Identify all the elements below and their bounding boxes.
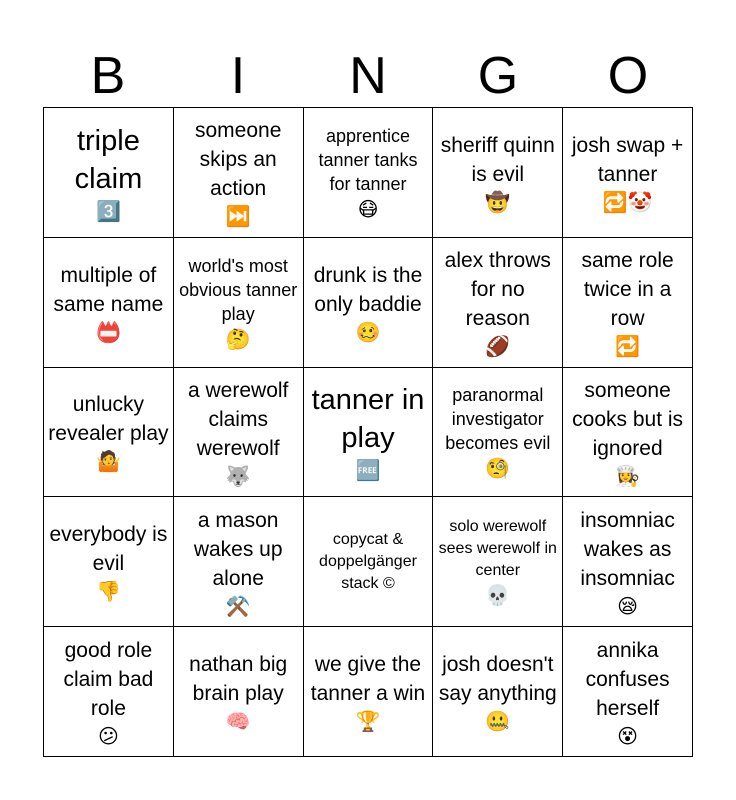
cell-emoji-icon: 🆓: [355, 458, 381, 483]
cell-text: we give the tanner a win: [310, 653, 426, 706]
bingo-cell[interactable]: [174, 238, 304, 368]
bingo-cell[interactable]: [174, 108, 304, 238]
bingo-cell[interactable]: [304, 497, 434, 627]
bingo-cell[interactable]: [433, 627, 563, 757]
cell-text: josh swap + tanner: [571, 133, 684, 186]
cell-text: josh doesn't say anything: [438, 653, 557, 706]
cell-text: tanner in play: [311, 384, 425, 455]
cell-emoji-icon: ⏭️: [225, 204, 251, 229]
cell-text: apprentice tanner tanks for tanner: [318, 125, 418, 194]
cell-text: alex throws for no reason: [444, 249, 551, 331]
cell-emoji-icon: 😷: [357, 196, 379, 221]
bingo-cell[interactable]: [563, 108, 693, 238]
cell-emoji-icon: 🧐: [485, 456, 511, 481]
bingo-cell[interactable]: [174, 627, 304, 757]
bingo-cell[interactable]: [304, 108, 434, 238]
cell-emoji-icon: ⚒️: [225, 593, 251, 618]
cell-text: same role twice in a row: [581, 249, 674, 331]
header-letter-o: O: [607, 47, 649, 105]
cell-text: insomniac wakes as insomniac: [580, 508, 675, 590]
bingo-cell[interactable]: [174, 368, 304, 498]
bingo-cell[interactable]: [44, 368, 174, 498]
cell-emoji-icon: 🤠: [485, 189, 511, 214]
bingo-cell[interactable]: [44, 627, 174, 757]
cell-text: sheriff quinn is evil: [440, 133, 555, 186]
cell-emoji-icon: 🤷: [95, 449, 121, 474]
bingo-cell[interactable]: [433, 238, 563, 368]
cell-emoji-icon: 🔁: [615, 334, 641, 359]
cell-emoji-icon: 🤔: [225, 326, 251, 351]
bingo-cell[interactable]: [304, 368, 434, 498]
cell-emoji-icon: 😪: [617, 593, 639, 618]
cell-emoji-icon: 🔁🤡: [602, 189, 653, 214]
bingo-cell[interactable]: [44, 238, 174, 368]
cell-text: multiple of same name: [53, 263, 164, 316]
cell-text: someone skips an action: [195, 119, 282, 201]
header-letter-n: N: [349, 47, 387, 105]
cell-emoji-icon: 🤐: [485, 709, 511, 734]
bingo-cell[interactable]: [174, 497, 304, 627]
cell-emoji-icon: 😵: [617, 723, 639, 748]
bingo-cell[interactable]: [304, 627, 434, 757]
cell-emoji-icon: 👎: [95, 579, 121, 604]
bingo-cell[interactable]: [563, 497, 693, 627]
cell-text: drunk is the only baddie: [313, 263, 423, 316]
cell-emoji-icon: 💀: [485, 583, 511, 608]
bingo-cell[interactable]: [44, 497, 174, 627]
bingo-cell[interactable]: [433, 497, 563, 627]
cell-text: triple claim: [74, 124, 143, 195]
bingo-cell[interactable]: [44, 108, 174, 238]
cell-text: everybody is evil: [49, 523, 168, 576]
cell-emoji-icon: 🏆: [355, 709, 381, 734]
cell-text: copycat & doppelgänger stack ©: [319, 530, 417, 592]
bingo-header: [43, 46, 693, 106]
cell-text: a werewolf claims werewolf: [188, 378, 289, 460]
bingo-cell[interactable]: [563, 368, 693, 498]
bingo-cell[interactable]: [563, 238, 693, 368]
bingo-grid: [43, 107, 693, 757]
cell-emoji-icon: 🏈: [485, 334, 511, 359]
bingo-cell[interactable]: [433, 108, 563, 238]
bingo-cell[interactable]: [304, 238, 434, 368]
header-letter-g: G: [477, 47, 519, 105]
cell-text: someone cooks but is ignored: [572, 378, 684, 460]
cell-text: world's most obvious tanner play: [179, 255, 298, 324]
cell-emoji-icon: 🐺: [225, 463, 251, 488]
cell-text: annika confuses herself: [585, 638, 670, 720]
cell-text: good role claim bad role: [63, 638, 154, 720]
cell-emoji-icon: 🥴: [355, 319, 381, 344]
cell-text: nathan big brain play: [189, 653, 288, 706]
cell-emoji-icon: 🧠: [225, 709, 251, 734]
bingo-cell[interactable]: [563, 627, 693, 757]
bingo-cell[interactable]: [433, 368, 563, 498]
cell-text: solo werewolf sees werewolf in center: [438, 518, 557, 580]
header-letter-i: I: [230, 47, 246, 105]
cell-emoji-icon: 😕: [97, 723, 119, 748]
cell-text: unlucky revealer play: [48, 393, 169, 446]
cell-emoji-icon: 3️⃣: [95, 198, 121, 223]
cell-emoji-icon: 📛: [95, 319, 121, 344]
cell-emoji-icon: 👩‍🍳: [615, 463, 641, 488]
cell-text: paranormal investigator becomes evil: [445, 385, 551, 454]
cell-text: a mason wakes up alone: [193, 508, 283, 590]
header-letter-b: B: [90, 47, 126, 105]
